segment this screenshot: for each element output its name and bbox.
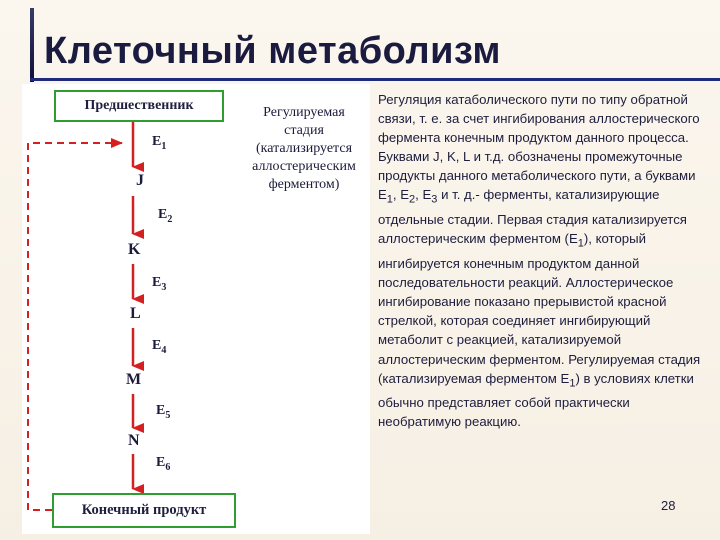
intermediate-n: N xyxy=(128,432,140,449)
enzyme-e3-label: $E_3$ xyxy=(152,275,167,293)
regulated-stage-line: стадия xyxy=(284,123,324,138)
intermediate-l: L xyxy=(130,305,141,322)
enzyme-e4-label: $E_4$ xyxy=(152,338,167,356)
enzyme-e2-label: $E_2$ xyxy=(158,207,173,225)
enzyme-e5-label: $E_5$ xyxy=(156,403,171,421)
slide-title: Клеточный метаболизм xyxy=(44,30,502,72)
regulated-stage-line: ферментом) xyxy=(268,177,340,192)
intermediate-m: M xyxy=(126,371,142,388)
intermediate-j: J xyxy=(136,172,144,189)
title-accent-bar xyxy=(30,8,34,82)
intermediate-k: K xyxy=(128,241,141,258)
page-number: 28 xyxy=(661,498,676,513)
regulated-stage-line: (катализируется xyxy=(255,141,353,156)
regulated-stage-line: аллостерическим xyxy=(252,159,356,174)
end-product-box: Конечный продукт xyxy=(52,493,236,528)
regulated-stage-line: Регулируемая xyxy=(263,105,345,120)
feedback-inhibition-diagram xyxy=(22,84,370,534)
description-paragraph: Регуляция катаболического пути по типу обратной связи, т. е. за счет ингибирования аллостерического фермента конечным продуктом данного процесса. Буквами J, K, L и т.д. обозначены промежуточные продукты данного метаболического пути, а буквами $E_1$, $E_2$, $E_3$ и т. д.- ферменты, катализирующие отдельные стадии. Первая стадия катализируется аллостерическим ферментом $(E_1)$, который ингибируется конечным продуктом данной последовательности реакций. Аллостерическое ингибирование показано прерывистой красной стрелкой, которая соединяет ингибирующий метаболит с реакцией, катализируемой аллостерическим ферментом. Регулируемая стадия (катализируемая ферментом $E_1$) в условиях клетки обычно представляет собой практически необратимую реакцию. xyxy=(378,92,701,430)
enzyme-e1-label: $E_1$ xyxy=(152,134,167,152)
feedback-inhibition-arrow xyxy=(28,143,122,510)
regulated-stage-note xyxy=(229,104,379,194)
enzyme-e6-label: $E_6$ xyxy=(156,455,171,473)
title-underline xyxy=(30,78,720,81)
precursor-box: Предшественник xyxy=(54,90,224,122)
